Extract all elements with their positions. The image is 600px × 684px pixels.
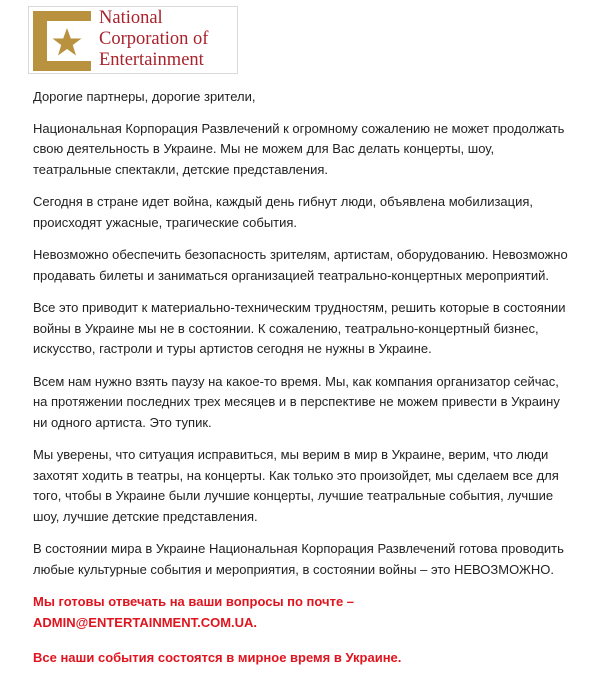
company-name-line-3: Entertainment: [99, 50, 204, 70]
paragraph-4: Все это приводит к материально-техническим трудностям, решить которые в состоянии войны в Украине мы не в состоянии. К сожалению, театрально-концертный бизнес, искусство, гастроли и туры артистов сегодня не нужны в Украине.: [33, 300, 566, 356]
greeting: Дорогие партнеры, дорогие зрители,: [33, 89, 256, 104]
company-name-line-2: Corporation of: [99, 29, 209, 49]
closing-notice: Все наши события состоятся в мирное время в Украине.: [33, 650, 402, 665]
paragraph-2: Сегодня в стране идет война, каждый день гибнут люди, объявлена мобилизация, происходят ужасные, трагические события.: [33, 194, 534, 230]
paragraph-6: Мы уверены, что ситуация исправиться, мы верим в мир в Украине, верим, что люди захотят ходить в театры, на концерты. Как только это произойдет, мы сделаем все для того, чтобы в Украине были лучшие концерты, лучшие театральные события, лучшие шоу, лучшие детские представления.: [33, 447, 559, 524]
paragraph-7: В состоянии мира в Украине Национальная Корпорация Развлечений готова проводить любые культурные события и мероприятия, в состоянии войны – это НЕВОЗМОЖНО.: [33, 541, 564, 577]
company-name: [99, 8, 208, 71]
company-logo: [28, 6, 238, 74]
paragraph-1: Национальная Корпорация Развлечений к огромному сожалению не может продолжать свою деятельность в Украине. Мы не можем для Вас делать концерты, шоу, театральные спектакли, детские представления.: [33, 120, 565, 177]
letter-body: [33, 87, 573, 684]
paragraph-3: Невозможно обеспечить безопасность зрителям, артистам, оборудованию. Невозможно продавать билеты и заниматься организацией театрально-концертных мероприятий.: [33, 247, 568, 283]
contact-notice: Мы готовы отвечать на ваши вопросы по почте – ADMIN@ENTERTAINMENT.COM.UA.: [33, 594, 355, 630]
paragraph-5: Всем нам нужно взять паузу на какое-то время. Мы, как компания организатор сейчас, на протяжении последних трех месяцев и в перспективе не можем привести в Украину ни одного артиста. Это тупик.: [33, 373, 560, 430]
e-star-logo-icon: [33, 11, 91, 71]
company-name-line-1: National: [99, 8, 163, 28]
